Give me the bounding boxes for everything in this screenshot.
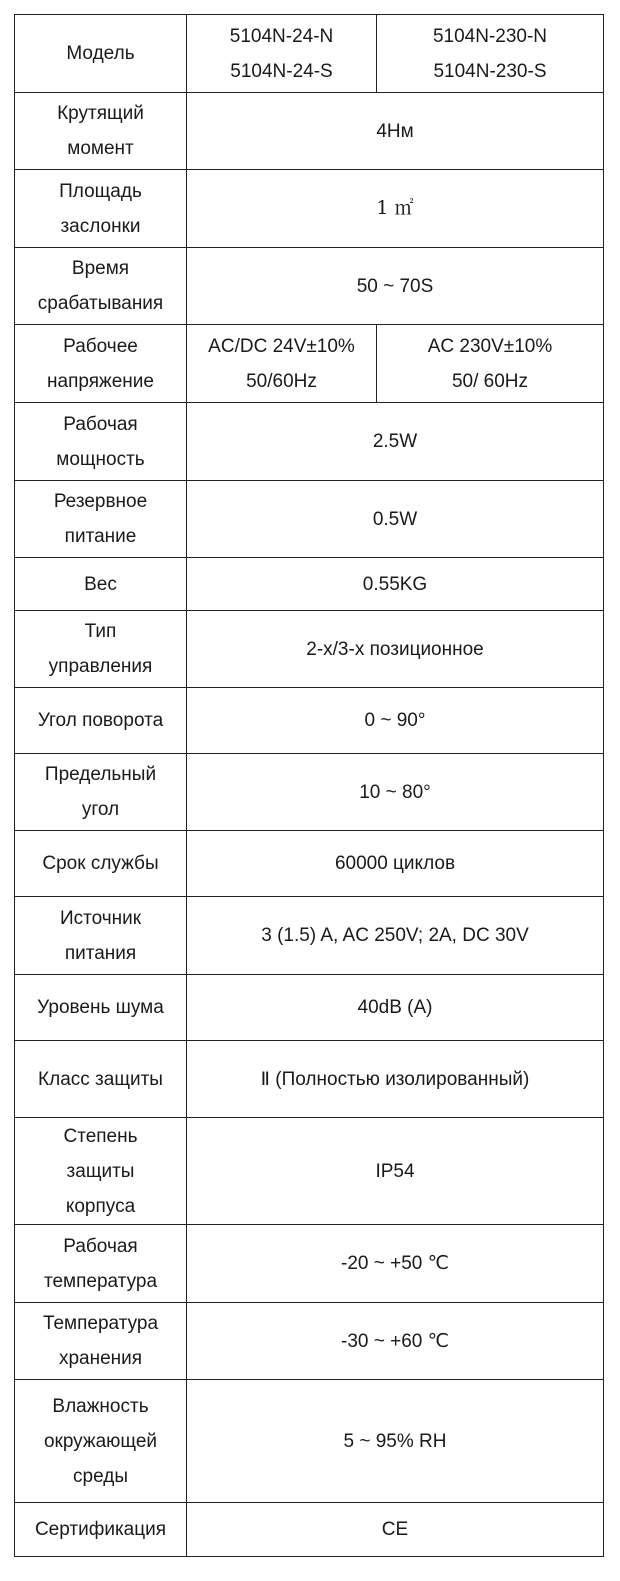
value-cell: 0.55KG xyxy=(187,558,604,611)
value-cell-230v: 5104N-230-N 5104N-230-S xyxy=(377,15,604,93)
row-label: Сертификация xyxy=(15,1503,187,1557)
value-cell-24v: 5104N-24-N 5104N-24-S xyxy=(187,15,377,93)
value-cell: -20 ~ +50 ℃ xyxy=(187,1225,604,1303)
value-cell: Ⅱ (Полностью изолированный) xyxy=(187,1041,604,1118)
row-label: Влажность окружающей среды xyxy=(15,1380,187,1503)
table-row xyxy=(15,688,604,754)
value-cell: 4Нм xyxy=(187,93,604,170)
table-row xyxy=(15,325,604,403)
value-cell: 40dB (A) xyxy=(187,975,604,1041)
value-cell: 3 (1.5) A, AC 250V; 2A, DC 30V xyxy=(187,897,604,975)
value-cell: CE xyxy=(187,1503,604,1557)
table-row xyxy=(15,1118,604,1225)
table-row xyxy=(15,248,604,325)
table-row xyxy=(15,975,604,1041)
table-row xyxy=(15,1503,604,1557)
value-cell: 10 ~ 80° xyxy=(187,754,604,831)
table-row xyxy=(15,93,604,170)
value-cell: 60000 циклов xyxy=(187,831,604,897)
value-cell: 50 ~ 70S xyxy=(187,248,604,325)
table-row xyxy=(15,170,604,248)
table-row xyxy=(15,15,604,93)
table-row xyxy=(15,403,604,481)
table-row xyxy=(15,1380,604,1503)
value-cell: -30 ~ +60 ℃ xyxy=(187,1303,604,1380)
value-cell: 1 ㎡ xyxy=(187,170,604,248)
table-row xyxy=(15,754,604,831)
row-label: Резервное питание xyxy=(15,481,187,558)
row-label: Температура хранения xyxy=(15,1303,187,1380)
table-row xyxy=(15,558,604,611)
value-cell: 2.5W xyxy=(187,403,604,481)
row-label: Рабочая мощность xyxy=(15,403,187,481)
value-cell: 0.5W xyxy=(187,481,604,558)
value-cell: IP54 xyxy=(187,1118,604,1225)
value-cell: 0 ~ 90° xyxy=(187,688,604,754)
row-label: Предельный угол xyxy=(15,754,187,831)
row-label: Источник питания xyxy=(15,897,187,975)
row-label: Срок службы xyxy=(15,831,187,897)
value-cell-230v: AC 230V±10% 50/ 60Hz xyxy=(377,325,604,403)
table-row xyxy=(15,1225,604,1303)
value-cell: 2-х/3-х позиционное xyxy=(187,611,604,688)
value-cell: 5 ~ 95% RH xyxy=(187,1380,604,1503)
table-row xyxy=(15,1041,604,1118)
table-row xyxy=(15,481,604,558)
table-row xyxy=(15,1303,604,1380)
table-row xyxy=(15,611,604,688)
row-label: Рабочее напряжение xyxy=(15,325,187,403)
row-label: Площадь заслонки xyxy=(15,170,187,248)
row-label: Тип управления xyxy=(15,611,187,688)
row-label: Угол поворота xyxy=(15,688,187,754)
row-label: Степень защиты корпуса xyxy=(15,1118,187,1225)
value-cell-24v: AC/DC 24V±10% 50/60Hz xyxy=(187,325,377,403)
row-label: Крутящий момент xyxy=(15,93,187,170)
row-label: Время срабатывания xyxy=(15,248,187,325)
row-label: Модель xyxy=(15,15,187,93)
row-label: Рабочая температура xyxy=(15,1225,187,1303)
row-label: Вес xyxy=(15,558,187,611)
row-label: Класс защиты xyxy=(15,1041,187,1118)
row-label: Уровень шума xyxy=(15,975,187,1041)
table-row xyxy=(15,831,604,897)
table-row xyxy=(15,897,604,975)
specifications-table xyxy=(14,14,604,1557)
